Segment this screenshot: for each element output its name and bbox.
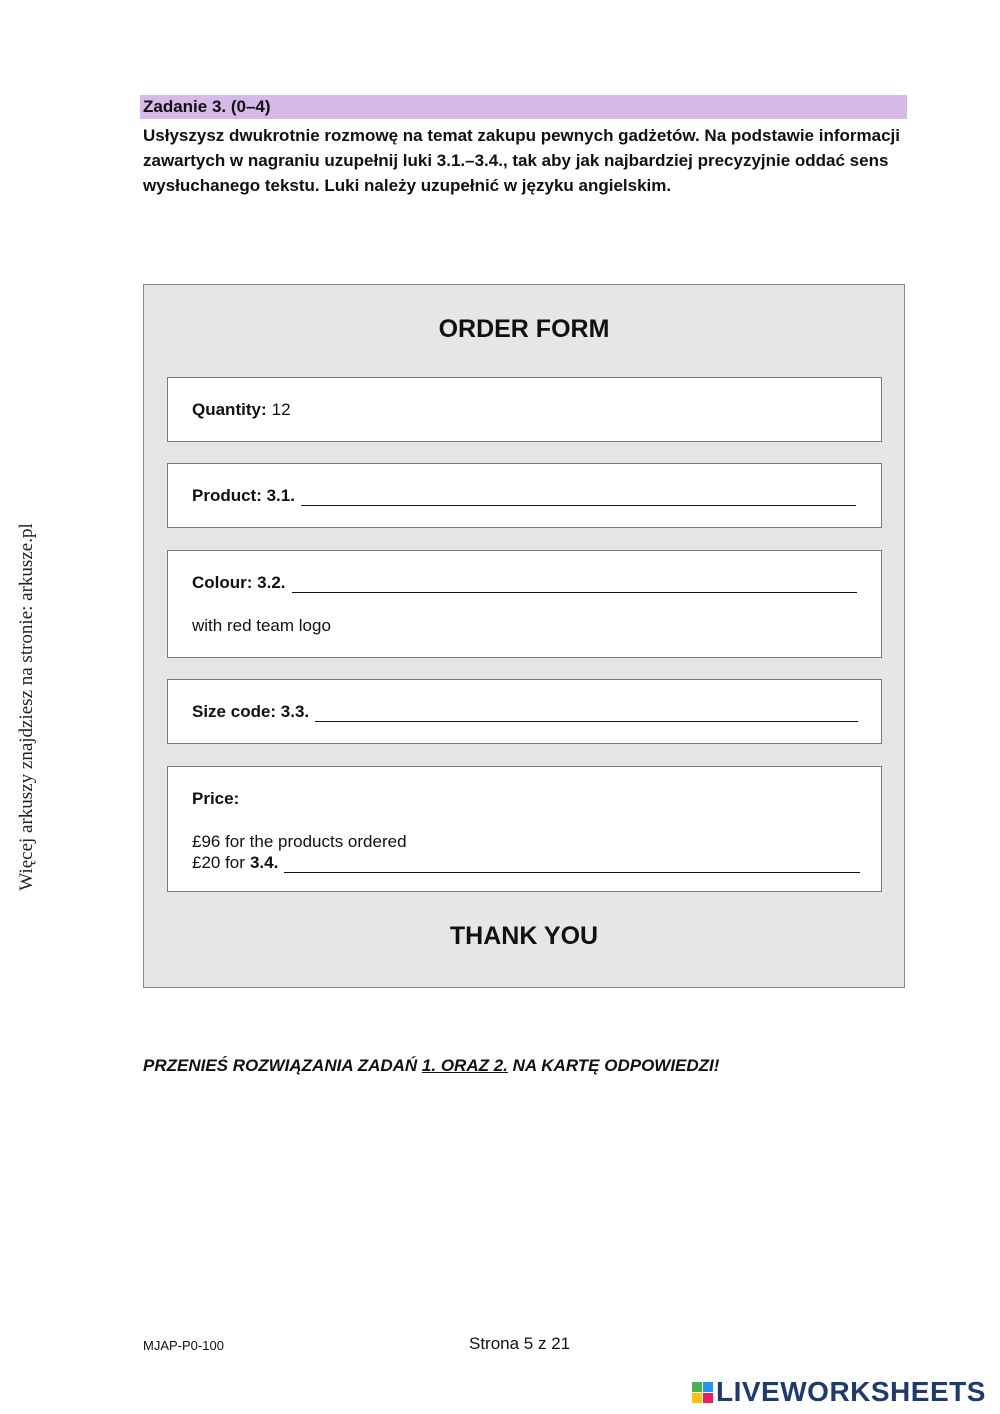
- colour-answer-line[interactable]: [292, 573, 857, 593]
- task-instructions: Usłyszysz dwukrotnie rozmowę na temat zakupu pewnych gadżetów. Na podstawie informacji zawartych w nagraniu uzupełnij luki 3.1.–3.4., tak aby jak najbardziej precyzyjnie oddać sens wysłuchanego tekstu. Luki należy uzupełnić w języku angielskim.: [143, 126, 900, 195]
- product-label: Product: 3.1.: [192, 486, 295, 505]
- transfer-note-suffix: NA KARTĘ ODPOWIEDZI!: [507, 1056, 720, 1075]
- logo-text: LIVEWORKSHEETS: [716, 1376, 986, 1407]
- colour-box: [167, 550, 882, 658]
- quantity-box: [167, 377, 882, 442]
- price-box: [167, 766, 882, 892]
- logo-tile: [692, 1382, 702, 1392]
- size-box: [167, 679, 882, 744]
- price-answer-line[interactable]: [284, 853, 860, 873]
- side-note: Więcej arkuszy znajdziesz na stronie: arkusze.pl: [16, 523, 37, 891]
- transfer-note-prefix: PRZENIEŚ ROZWIĄZANIA ZADAŃ: [143, 1056, 422, 1075]
- colour-note: with red team logo: [192, 616, 331, 635]
- order-form-closing: THANK YOU: [449, 922, 599, 950]
- logo-tiles-icon: [692, 1382, 713, 1403]
- price-line-prefix: £20 for: [192, 853, 245, 872]
- transfer-note-tasks: 1. ORAZ 2.: [421, 1056, 508, 1075]
- order-form: [143, 284, 905, 988]
- footer-code: MJAP-P0-100: [143, 1338, 224, 1353]
- footer-page-number: Strona 5 z 21: [469, 1334, 571, 1353]
- price-gap-label: 3.4.: [249, 853, 279, 872]
- product-box: [167, 463, 882, 528]
- logo-tile: [703, 1382, 713, 1392]
- price-label: Price:: [192, 789, 240, 808]
- logo-tile: [703, 1393, 713, 1403]
- quantity-label: Quantity:: [192, 400, 267, 419]
- task-header: Zadanie 3. (0–4): [140, 95, 907, 119]
- logo-tile: [692, 1393, 702, 1403]
- colour-label: Colour: 3.2.: [192, 573, 286, 592]
- order-form-title: ORDER FORM: [438, 315, 610, 343]
- price-line-products: £96 for the products ordered: [192, 832, 407, 851]
- size-label: Size code: 3.3.: [192, 702, 310, 721]
- transfer-note: [143, 1056, 719, 1076]
- product-answer-line[interactable]: [301, 486, 856, 506]
- quantity-value: 12: [271, 400, 291, 419]
- liveworksheets-logo[interactable]: [692, 1376, 986, 1408]
- size-answer-line[interactable]: [315, 702, 858, 722]
